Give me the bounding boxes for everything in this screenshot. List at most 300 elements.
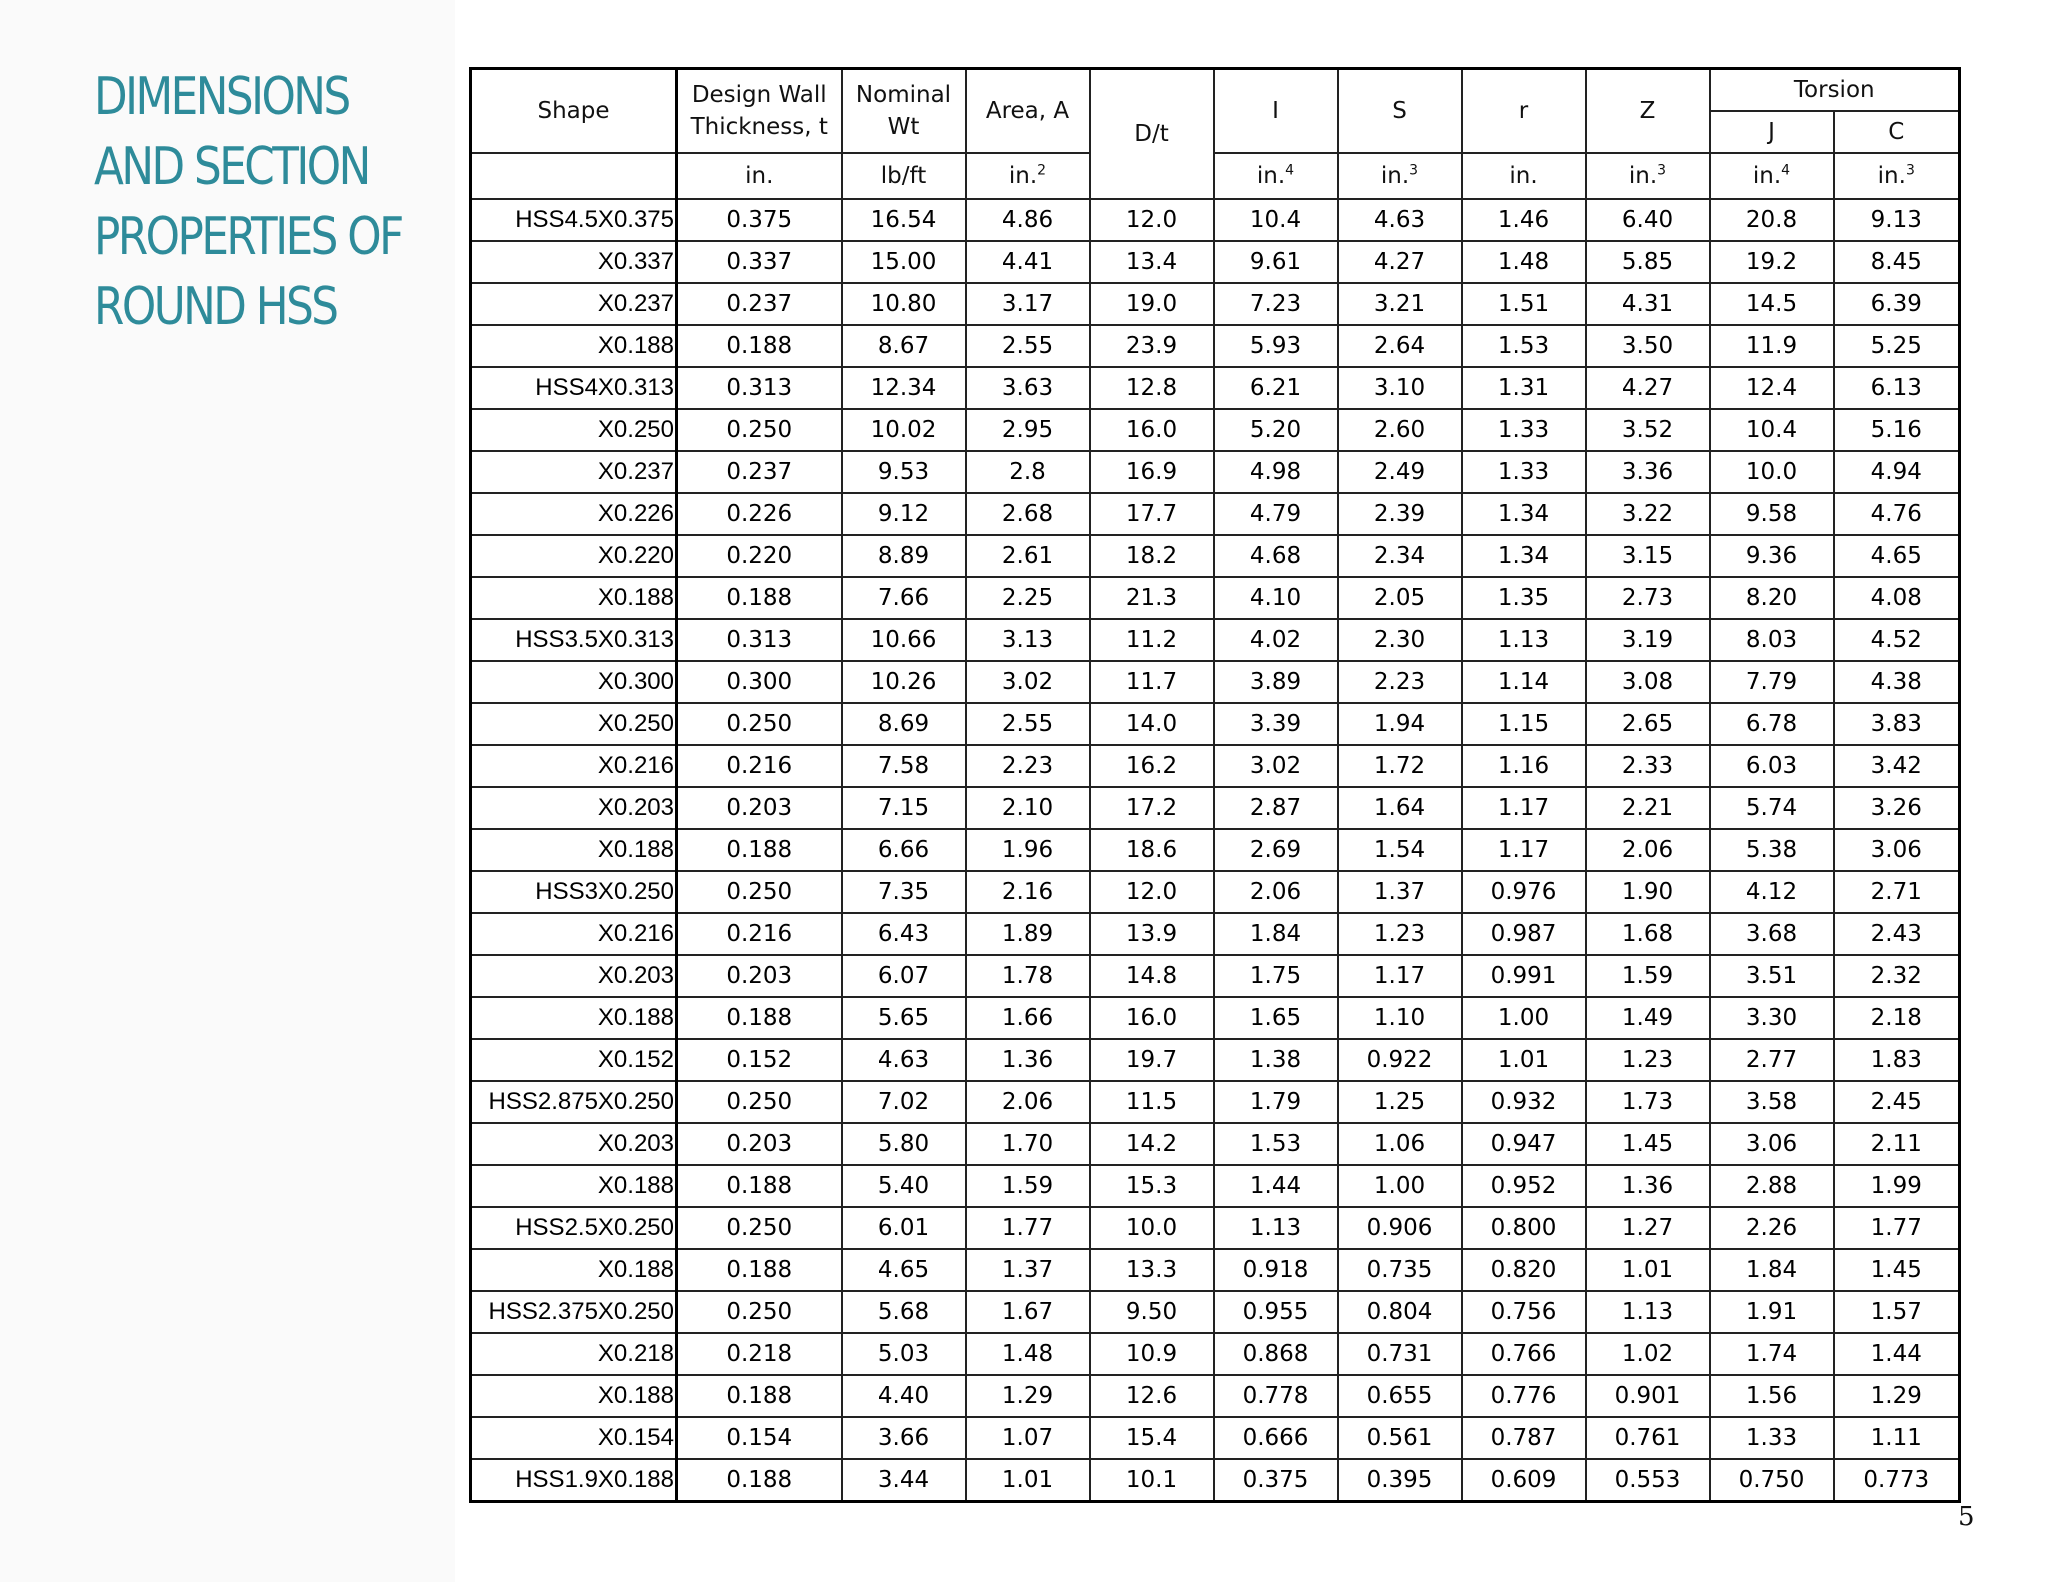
z-cell: 1.27 [1586, 1207, 1710, 1249]
r-cell: 1.17 [1462, 829, 1586, 871]
thickness-cell: 0.250 [677, 1081, 842, 1123]
r-cell: 0.766 [1462, 1333, 1586, 1375]
area-cell: 1.67 [966, 1291, 1090, 1333]
r-cell: 1.34 [1462, 493, 1586, 535]
thickness-cell: 0.250 [677, 409, 842, 451]
area-cell: 1.36 [966, 1039, 1090, 1081]
shape-cell: X0.188 [471, 829, 677, 871]
weight-cell: 3.44 [842, 1459, 966, 1502]
unit-s-exp: 3 [1409, 162, 1419, 179]
z-cell: 4.27 [1586, 367, 1710, 409]
c-cell: 1.11 [1834, 1417, 1960, 1459]
j-cell: 3.30 [1710, 997, 1834, 1039]
dt-cell: 12.0 [1090, 871, 1214, 913]
area-cell: 2.61 [966, 535, 1090, 577]
dt-cell: 9.50 [1090, 1291, 1214, 1333]
i-cell: 9.61 [1214, 241, 1338, 283]
i-cell: 1.79 [1214, 1081, 1338, 1123]
shape-cell: HSS1.9X0.188 [471, 1459, 677, 1502]
s-cell: 1.06 [1338, 1123, 1462, 1165]
table-row [471, 829, 1960, 871]
thickness-cell: 0.220 [677, 535, 842, 577]
j-cell: 3.68 [1710, 913, 1834, 955]
area-cell: 1.77 [966, 1207, 1090, 1249]
header-torsion: Torsion [1710, 69, 1960, 112]
dt-cell: 12.0 [1090, 199, 1214, 241]
j-cell: 11.9 [1710, 325, 1834, 367]
table-row [471, 1123, 1960, 1165]
weight-cell: 4.65 [842, 1249, 966, 1291]
i-cell: 1.13 [1214, 1207, 1338, 1249]
table-row [471, 367, 1960, 409]
area-cell: 2.55 [966, 325, 1090, 367]
j-cell: 1.33 [1710, 1417, 1834, 1459]
i-cell: 0.375 [1214, 1459, 1338, 1502]
header-c: C [1834, 111, 1960, 153]
dt-cell: 14.0 [1090, 703, 1214, 745]
s-cell: 2.60 [1338, 409, 1462, 451]
c-cell: 2.11 [1834, 1123, 1960, 1165]
thickness-cell: 0.300 [677, 661, 842, 703]
j-cell: 9.36 [1710, 535, 1834, 577]
c-cell: 1.45 [1834, 1249, 1960, 1291]
c-cell: 1.57 [1834, 1291, 1960, 1333]
weight-cell: 7.58 [842, 745, 966, 787]
z-cell: 2.06 [1586, 829, 1710, 871]
thickness-cell: 0.216 [677, 913, 842, 955]
table-body [471, 199, 1960, 1502]
z-cell: 1.49 [1586, 997, 1710, 1039]
weight-cell: 7.15 [842, 787, 966, 829]
j-cell: 19.2 [1710, 241, 1834, 283]
area-cell: 3.13 [966, 619, 1090, 661]
units-row [471, 153, 1960, 199]
j-cell: 5.74 [1710, 787, 1834, 829]
header-r: r [1462, 69, 1586, 154]
shape-cell: X0.188 [471, 997, 677, 1039]
dt-cell: 16.2 [1090, 745, 1214, 787]
s-cell: 2.49 [1338, 451, 1462, 493]
i-cell: 0.868 [1214, 1333, 1338, 1375]
shape-cell: HSS4X0.313 [471, 367, 677, 409]
table-row [471, 199, 1960, 241]
thickness-cell: 0.216 [677, 745, 842, 787]
page-number: 5 [1958, 1502, 1975, 1532]
shape-cell: X0.226 [471, 493, 677, 535]
unit-thickness: in. [677, 153, 842, 199]
weight-cell: 10.02 [842, 409, 966, 451]
table-row [471, 1291, 1960, 1333]
r-cell: 1.14 [1462, 661, 1586, 703]
c-cell: 5.16 [1834, 409, 1960, 451]
title-line: ROUND HSS [94, 277, 337, 337]
r-cell: 0.976 [1462, 871, 1586, 913]
r-cell: 1.53 [1462, 325, 1586, 367]
table-row [471, 913, 1960, 955]
i-cell: 1.75 [1214, 955, 1338, 997]
i-cell: 10.4 [1214, 199, 1338, 241]
weight-cell: 8.67 [842, 325, 966, 367]
area-cell: 1.89 [966, 913, 1090, 955]
header-weight [842, 69, 966, 154]
i-cell: 1.44 [1214, 1165, 1338, 1207]
area-cell: 1.59 [966, 1165, 1090, 1207]
c-cell: 0.773 [1834, 1459, 1960, 1502]
table-row [471, 1039, 1960, 1081]
j-cell: 1.91 [1710, 1291, 1834, 1333]
unit-i-exp: 4 [1285, 162, 1295, 179]
area-cell: 2.55 [966, 703, 1090, 745]
thickness-cell: 0.188 [677, 1459, 842, 1502]
dt-cell: 15.3 [1090, 1165, 1214, 1207]
j-cell: 1.84 [1710, 1249, 1834, 1291]
dt-cell: 17.7 [1090, 493, 1214, 535]
weight-cell: 5.68 [842, 1291, 966, 1333]
shape-cell: HSS4.5X0.375 [471, 199, 677, 241]
s-cell: 0.561 [1338, 1417, 1462, 1459]
shape-cell: X0.237 [471, 283, 677, 325]
dt-cell: 19.0 [1090, 283, 1214, 325]
r-cell: 1.34 [1462, 535, 1586, 577]
c-cell: 2.71 [1834, 871, 1960, 913]
z-cell: 3.22 [1586, 493, 1710, 535]
dt-cell: 14.8 [1090, 955, 1214, 997]
dt-cell: 12.6 [1090, 1375, 1214, 1417]
z-cell: 3.36 [1586, 451, 1710, 493]
area-cell: 4.86 [966, 199, 1090, 241]
dt-cell: 16.9 [1090, 451, 1214, 493]
table-row [471, 787, 1960, 829]
c-cell: 3.26 [1834, 787, 1960, 829]
s-cell: 2.23 [1338, 661, 1462, 703]
c-cell: 2.43 [1834, 913, 1960, 955]
unit-shape-empty [471, 153, 677, 199]
area-cell: 2.8 [966, 451, 1090, 493]
thickness-cell: 0.313 [677, 367, 842, 409]
shape-cell: X0.188 [471, 1375, 677, 1417]
header-i: I [1214, 69, 1338, 154]
shape-cell: X0.188 [471, 325, 677, 367]
shape-cell: X0.154 [471, 1417, 677, 1459]
r-cell: 1.13 [1462, 619, 1586, 661]
shape-cell: X0.218 [471, 1333, 677, 1375]
header-thickness-line2: Thickness, t [690, 114, 828, 140]
header-thickness [677, 69, 842, 154]
weight-cell: 10.66 [842, 619, 966, 661]
c-cell: 5.25 [1834, 325, 1960, 367]
shape-cell: HSS2.375X0.250 [471, 1291, 677, 1333]
j-cell: 7.79 [1710, 661, 1834, 703]
r-cell: 1.00 [1462, 997, 1586, 1039]
weight-cell: 5.03 [842, 1333, 966, 1375]
r-cell: 1.15 [1462, 703, 1586, 745]
s-cell: 1.94 [1338, 703, 1462, 745]
j-cell: 3.58 [1710, 1081, 1834, 1123]
header-shape: Shape [471, 69, 677, 154]
r-cell: 0.756 [1462, 1291, 1586, 1333]
dt-cell: 13.4 [1090, 241, 1214, 283]
thickness-cell: 0.188 [677, 829, 842, 871]
z-cell: 1.90 [1586, 871, 1710, 913]
table-row [471, 871, 1960, 913]
j-cell: 3.51 [1710, 955, 1834, 997]
unit-z-base: in. [1628, 163, 1658, 189]
i-cell: 3.02 [1214, 745, 1338, 787]
c-cell: 2.45 [1834, 1081, 1960, 1123]
dt-cell: 18.6 [1090, 829, 1214, 871]
thickness-cell: 0.375 [677, 199, 842, 241]
z-cell: 1.59 [1586, 955, 1710, 997]
r-cell: 1.17 [1462, 787, 1586, 829]
table-row [471, 1375, 1960, 1417]
table-header [471, 69, 1960, 200]
z-cell: 1.02 [1586, 1333, 1710, 1375]
z-cell: 1.73 [1586, 1081, 1710, 1123]
unit-s [1338, 153, 1462, 199]
shape-cell: X0.152 [471, 1039, 677, 1081]
dt-cell: 18.2 [1090, 535, 1214, 577]
i-cell: 1.38 [1214, 1039, 1338, 1081]
shape-cell: HSS2.875X0.250 [471, 1081, 677, 1123]
shape-cell: X0.216 [471, 913, 677, 955]
thickness-cell: 0.250 [677, 1291, 842, 1333]
i-cell: 4.10 [1214, 577, 1338, 619]
table-row [471, 997, 1960, 1039]
i-cell: 3.89 [1214, 661, 1338, 703]
j-cell: 20.8 [1710, 199, 1834, 241]
s-cell: 1.10 [1338, 997, 1462, 1039]
weight-cell: 5.80 [842, 1123, 966, 1165]
thickness-cell: 0.154 [677, 1417, 842, 1459]
j-cell: 0.750 [1710, 1459, 1834, 1502]
table-row [471, 1333, 1960, 1375]
unit-j [1710, 153, 1834, 199]
r-cell: 0.987 [1462, 913, 1586, 955]
area-cell: 2.10 [966, 787, 1090, 829]
s-cell: 4.63 [1338, 199, 1462, 241]
r-cell: 1.35 [1462, 577, 1586, 619]
dt-cell: 23.9 [1090, 325, 1214, 367]
thickness-cell: 0.226 [677, 493, 842, 535]
z-cell: 1.23 [1586, 1039, 1710, 1081]
unit-z [1586, 153, 1710, 199]
table-row [471, 1249, 1960, 1291]
z-cell: 1.01 [1586, 1249, 1710, 1291]
dt-cell: 10.0 [1090, 1207, 1214, 1249]
z-cell: 5.85 [1586, 241, 1710, 283]
area-cell: 2.16 [966, 871, 1090, 913]
table-row [471, 283, 1960, 325]
s-cell: 3.10 [1338, 367, 1462, 409]
i-cell: 3.39 [1214, 703, 1338, 745]
table-row [471, 1081, 1960, 1123]
r-cell: 1.16 [1462, 745, 1586, 787]
weight-cell: 9.12 [842, 493, 966, 535]
c-cell: 1.44 [1834, 1333, 1960, 1375]
r-cell: 0.787 [1462, 1417, 1586, 1459]
table-row [471, 1417, 1960, 1459]
s-cell: 0.906 [1338, 1207, 1462, 1249]
s-cell: 2.30 [1338, 619, 1462, 661]
area-cell: 2.25 [966, 577, 1090, 619]
z-cell: 3.50 [1586, 325, 1710, 367]
c-cell: 4.65 [1834, 535, 1960, 577]
area-cell: 1.37 [966, 1249, 1090, 1291]
area-cell: 1.01 [966, 1459, 1090, 1502]
weight-cell: 7.02 [842, 1081, 966, 1123]
table-row [471, 955, 1960, 997]
z-cell: 3.19 [1586, 619, 1710, 661]
area-cell: 3.63 [966, 367, 1090, 409]
i-cell: 4.98 [1214, 451, 1338, 493]
s-cell: 0.395 [1338, 1459, 1462, 1502]
i-cell: 0.666 [1214, 1417, 1338, 1459]
thickness-cell: 0.237 [677, 283, 842, 325]
c-cell: 1.83 [1834, 1039, 1960, 1081]
shape-cell: X0.250 [471, 703, 677, 745]
weight-cell: 8.89 [842, 535, 966, 577]
i-cell: 4.68 [1214, 535, 1338, 577]
area-cell: 1.07 [966, 1417, 1090, 1459]
dt-cell: 14.2 [1090, 1123, 1214, 1165]
c-cell: 4.76 [1834, 493, 1960, 535]
shape-cell: X0.337 [471, 241, 677, 283]
z-cell: 2.65 [1586, 703, 1710, 745]
z-cell: 0.901 [1586, 1375, 1710, 1417]
dt-cell: 16.0 [1090, 409, 1214, 451]
area-cell: 1.78 [966, 955, 1090, 997]
table-row [471, 745, 1960, 787]
c-cell: 1.99 [1834, 1165, 1960, 1207]
s-cell: 0.655 [1338, 1375, 1462, 1417]
j-cell: 14.5 [1710, 283, 1834, 325]
i-cell: 2.69 [1214, 829, 1338, 871]
dt-cell: 19.7 [1090, 1039, 1214, 1081]
s-cell: 1.25 [1338, 1081, 1462, 1123]
i-cell: 0.778 [1214, 1375, 1338, 1417]
shape-cell: X0.203 [471, 1123, 677, 1165]
table-row [471, 661, 1960, 703]
area-cell: 2.68 [966, 493, 1090, 535]
thickness-cell: 0.218 [677, 1333, 842, 1375]
thickness-cell: 0.188 [677, 1375, 842, 1417]
weight-cell: 5.40 [842, 1165, 966, 1207]
r-cell: 0.776 [1462, 1375, 1586, 1417]
header-s: S [1338, 69, 1462, 154]
area-cell: 2.95 [966, 409, 1090, 451]
j-cell: 10.4 [1710, 409, 1834, 451]
z-cell: 2.73 [1586, 577, 1710, 619]
thickness-cell: 0.250 [677, 1207, 842, 1249]
area-cell: 3.17 [966, 283, 1090, 325]
r-cell: 0.947 [1462, 1123, 1586, 1165]
thickness-cell: 0.237 [677, 451, 842, 493]
thickness-cell: 0.203 [677, 787, 842, 829]
dt-cell: 21.3 [1090, 577, 1214, 619]
title-line: AND SECTION [94, 137, 369, 197]
unit-i-base: in. [1256, 163, 1286, 189]
j-cell: 2.88 [1710, 1165, 1834, 1207]
r-cell: 0.952 [1462, 1165, 1586, 1207]
z-cell: 1.13 [1586, 1291, 1710, 1333]
i-cell: 0.955 [1214, 1291, 1338, 1333]
r-cell: 1.51 [1462, 283, 1586, 325]
table-row [471, 577, 1960, 619]
unit-c-base: in. [1877, 163, 1906, 189]
unit-s-base: in. [1380, 163, 1410, 189]
s-cell: 1.37 [1338, 871, 1462, 913]
header-thickness-line1: Design Wall [691, 82, 827, 108]
header-j: J [1710, 111, 1834, 153]
i-cell: 0.918 [1214, 1249, 1338, 1291]
c-cell: 1.29 [1834, 1375, 1960, 1417]
unit-i [1214, 153, 1338, 199]
shape-cell: X0.203 [471, 955, 677, 997]
area-cell: 4.41 [966, 241, 1090, 283]
dt-cell: 17.2 [1090, 787, 1214, 829]
unit-c-exp: 3 [1905, 162, 1915, 179]
c-cell: 3.06 [1834, 829, 1960, 871]
area-cell: 1.70 [966, 1123, 1090, 1165]
i-cell: 1.65 [1214, 997, 1338, 1039]
c-cell: 2.18 [1834, 997, 1960, 1039]
z-cell: 0.761 [1586, 1417, 1710, 1459]
j-cell: 2.26 [1710, 1207, 1834, 1249]
s-cell: 1.72 [1338, 745, 1462, 787]
j-cell: 6.03 [1710, 745, 1834, 787]
s-cell: 2.34 [1338, 535, 1462, 577]
table-row [471, 241, 1960, 283]
weight-cell: 16.54 [842, 199, 966, 241]
z-cell: 3.15 [1586, 535, 1710, 577]
title-line: DIMENSIONS [94, 67, 349, 127]
r-cell: 0.800 [1462, 1207, 1586, 1249]
weight-cell: 10.26 [842, 661, 966, 703]
area-cell: 1.96 [966, 829, 1090, 871]
c-cell: 8.45 [1834, 241, 1960, 283]
thickness-cell: 0.337 [677, 241, 842, 283]
i-cell: 5.93 [1214, 325, 1338, 367]
thickness-cell: 0.203 [677, 1123, 842, 1165]
j-cell: 10.0 [1710, 451, 1834, 493]
s-cell: 4.27 [1338, 241, 1462, 283]
table-row [471, 1207, 1960, 1249]
i-cell: 4.02 [1214, 619, 1338, 661]
z-cell: 0.553 [1586, 1459, 1710, 1502]
c-cell: 4.08 [1834, 577, 1960, 619]
r-cell: 1.31 [1462, 367, 1586, 409]
i-cell: 2.87 [1214, 787, 1338, 829]
area-cell: 2.23 [966, 745, 1090, 787]
r-cell: 0.820 [1462, 1249, 1586, 1291]
table-row [471, 619, 1960, 661]
s-cell: 2.39 [1338, 493, 1462, 535]
table-row [471, 1165, 1960, 1207]
shape-cell: X0.188 [471, 1249, 677, 1291]
header-weight-line2: Wt [887, 114, 920, 140]
weight-cell: 6.43 [842, 913, 966, 955]
unit-area-exp: 2 [1037, 162, 1047, 179]
weight-cell: 15.00 [842, 241, 966, 283]
dt-cell: 13.9 [1090, 913, 1214, 955]
thickness-cell: 0.188 [677, 1165, 842, 1207]
title-line: PROPERTIES OF [94, 207, 402, 267]
unit-z-exp: 3 [1657, 162, 1667, 179]
z-cell: 2.33 [1586, 745, 1710, 787]
r-cell: 1.33 [1462, 451, 1586, 493]
z-cell: 1.45 [1586, 1123, 1710, 1165]
z-cell: 1.68 [1586, 913, 1710, 955]
